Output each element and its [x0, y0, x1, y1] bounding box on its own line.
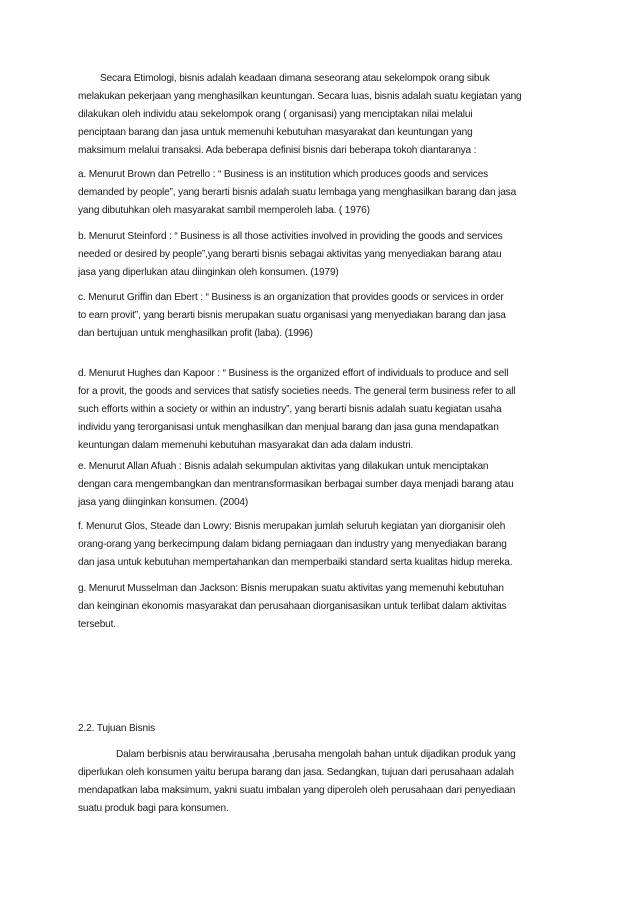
definition-line: jasa yang diperlukan atau diinginkan oleh konsumen. (1979)	[78, 267, 339, 278]
definition-f	[78, 518, 565, 572]
definition-line: to earn provit”, yang berarti bisnis merupakan suatu organisasi yang menyediakan barang dan jasa	[78, 310, 506, 321]
section-heading	[78, 720, 565, 738]
section-title: 2.2. Tujuan Bisnis	[78, 723, 155, 734]
definition-line: individu yang terorganisasi untuk menghasilkan dan menjual barang dan jasa guna mendapatkan	[78, 422, 499, 433]
definition-line: keuntungan dalam memenuhi kebutuhan masyarakat dan ada dalam industri.	[78, 440, 414, 451]
definition-d	[78, 365, 565, 455]
definition-line: yang dibutuhkan oleh masyarakat sambil memperoleh laba. ( 1976)	[78, 205, 370, 216]
definition-line: b. Menurut Steinford : “ Business is all those activities involved in providing the goods and services	[78, 231, 503, 242]
intro-line: maksimum melalui transaksi. Ada beberapa definisi bisnis dari beberapa tokoh diantaranya :	[78, 145, 477, 156]
intro-line: melakukan pekerjaan yang menghasilkan keuntungan. Secara luas, bisnis adalah suatu kegiatan yang	[78, 91, 522, 102]
section-line: Dalam berbisnis atau berwirausaha ,berusaha mengolah bahan untuk dijadikan produk yang	[116, 749, 516, 760]
definition-c	[78, 289, 565, 343]
definition-line: dengan cara mengembangkan dan mentransformasikan berbagai sumber daya menjadi barang atau	[78, 479, 514, 490]
intro-line: penciptaan barang dan jasa untuk memenuhi kebutuhan masyarakat dan keuntungan yang	[78, 127, 473, 138]
definition-line: c. Menurut Griffin dan Ebert : “ Business is an organization that provides goods or services in order	[78, 292, 504, 303]
definition-line: e. Menurut Allan Afuah : Bisnis adalah sekumpulan aktivitas yang dilakukan untuk menciptakan	[78, 461, 489, 472]
definition-g	[78, 580, 565, 634]
definition-line: tersebut.	[78, 619, 116, 630]
definition-line: dan keinginan ekonomis masyarakat dan perusahaan diorganisasikan untuk terlibat dalam aktivitas	[78, 601, 507, 612]
definition-line: orang-orang yang berkecimpung dalam bidang perniagaan dan industry yang menyediakan barang	[78, 539, 507, 550]
definition-line: g. Menurut Musselman dan Jackson: Bisnis merupakan suatu aktivitas yang memenuhi kebutuhan	[78, 583, 504, 594]
definition-line: for a provit, the goods and services that satisfy societies needs. The general term business refer to all	[78, 386, 516, 397]
definition-line: such efforts within a society or within an industry”, yang berarti bisnis adalah suatu kegiatan usaha	[78, 404, 502, 415]
section-line: suatu produk bagi para konsumen.	[78, 803, 229, 814]
definition-e	[78, 458, 565, 512]
definition-line: a. Menurut Brown dan Petrello : “ Business is an institution which produces goods and services	[78, 169, 489, 180]
intro-line: Secara Etimologi, bisnis adalah keadaan dimana seseorang atau sekelompok orang sibuk	[100, 73, 490, 84]
section-line: mendapatkan laba maksimum, yakni suatu imbalan yang diperoleh oleh perusahaan dari penyediaan	[78, 785, 516, 796]
definition-line: d. Menurut Hughes dan Kapoor : “ Business is the organized effort of individuals to produce and sell	[78, 368, 509, 379]
definition-line: needed or desired by people”,yang berarti bisnis sebagai aktivitas yang menyediakan barang atau	[78, 249, 502, 260]
definition-line: dan jasa untuk kebutuhan mempertahankan dan memperbaiki standard serta kualitas hidup mereka.	[78, 557, 513, 568]
definition-line: f. Menurut Glos, Steade dan Lowry: Bisnis merupakan jumlah seluruh kegiatan yan diorganisir oleh	[78, 521, 506, 532]
section-paragraph	[78, 746, 565, 818]
definition-b	[78, 228, 565, 282]
definition-line: dan bertujuan untuk menghasilkan profit (laba). (1996)	[78, 328, 313, 339]
definition-a	[78, 166, 565, 220]
intro-line: dilakukan oleh individu atau sekelompok orang ( organisasi) yang menciptakan nilai melalui	[78, 109, 473, 120]
definition-line: jasa yang diinginkan konsumen. (2004)	[78, 497, 249, 508]
section-line: diperlukan oleh konsumen yaitu berupa barang dan jasa. Sedangkan, tujuan dari perusahaan adalah	[78, 767, 514, 778]
intro-paragraph	[78, 70, 565, 160]
definition-line: demanded by people”, yang berarti bisnis adalah suatu lembaga yang menghasilkan barang dan jasa	[78, 187, 517, 198]
